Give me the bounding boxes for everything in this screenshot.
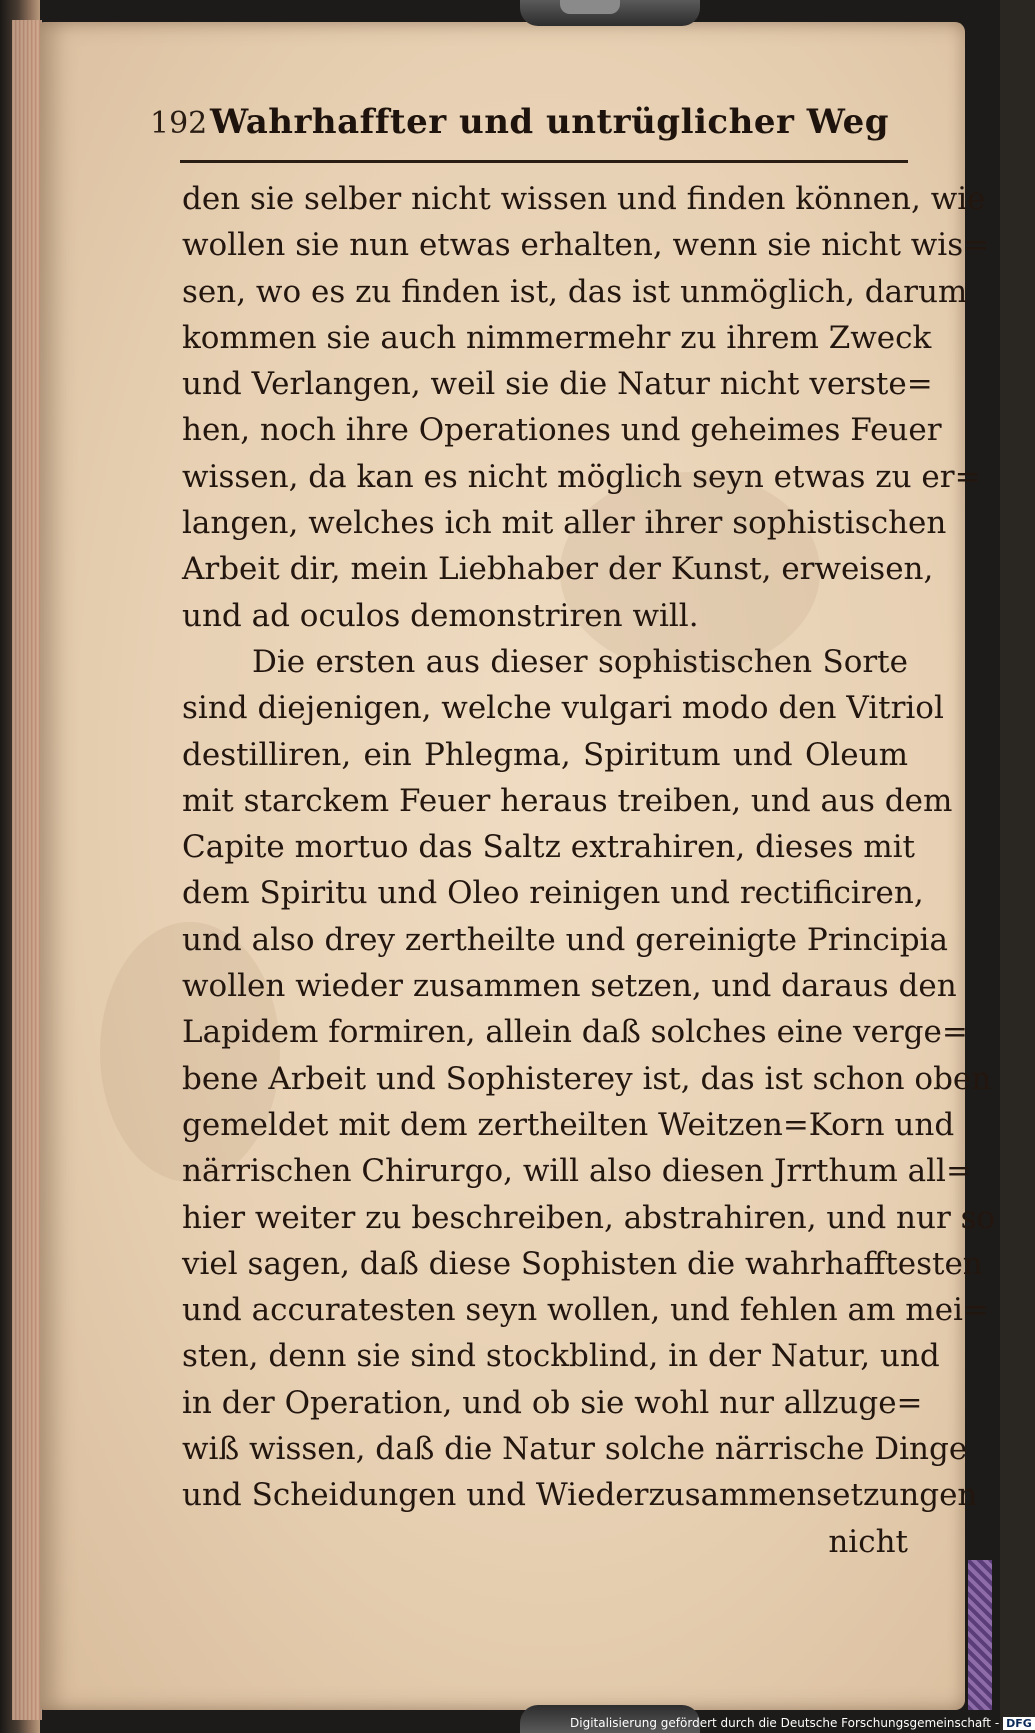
text-line: destilliren, ein Phlegma, Spiritum und Oleum [182,736,908,773]
text-line: mit starckem Feuer heraus treiben, und aus dem [182,782,953,819]
text-line: gemeldet mit dem zertheilten Weitzen=Korn und [182,1106,955,1143]
digitization-footer [570,1716,1032,1732]
page-header [150,102,910,150]
digitization-note: Digitalisierung gefördert durch die Deutsche Forschungsgemeinschaft - [570,1716,1000,1730]
text-line: und Scheidungen und Wiederzusammensetzungen [182,1477,978,1514]
text-line: wollen wieder zusammen setzen, und daraus den [182,968,957,1005]
text-line: und also drey zertheilte und gereinigte Principia [182,921,948,958]
text-line: viel sagen, daß diese Sophisten die wahrhafftesten [182,1245,983,1282]
text-line: den sie selber nicht wissen und finden können, wie [182,181,986,217]
text-line: wiß wissen, daß die Natur solche närrische Dinge [182,1431,968,1468]
page-clip-top-tab [560,0,620,14]
text-line: kommen sie auch nimmermehr zu ihrem Zweck [182,319,932,356]
text-line: Capite mortuo das Saltz extrahiren, dieses mit [182,829,915,866]
text-line: Arbeit dir, mein Liebhaber der Kunst, erweisen, [182,551,934,588]
bookmark-ribbon [968,1560,992,1710]
body-text [182,176,996,1565]
text-line: Lapidem formiren, allein daß solches eine verge= [182,1014,968,1051]
text-line: und ad oculos demonstriren will. [182,597,699,634]
text-line: wissen, da kan es nicht möglich seyn etwas zu er= [182,458,981,495]
text-line: dem Spiritu und Oleo reinigen und rectificiren, [182,875,924,912]
text-line: hen, noch ihre Operationes und geheimes Feuer [182,412,942,449]
running-head: Wahrhaffter und untrüglicher Weg [210,102,890,142]
text-line: und Verlangen, weil sie die Natur nicht verste= [182,366,933,403]
page-number: 192 [150,106,208,141]
catchword: nicht [828,1523,908,1560]
text-line: sind diejenigen, welche vulgari modo den Vitriol [182,690,944,727]
text-line: langen, welches ich mit aller ihrer sophistischen [182,505,947,542]
header-rule [180,160,908,163]
page-edges [12,20,42,1720]
text-line: wollen sie nun etwas erhalten, wenn sie nicht wis= [182,227,990,264]
text-line: hier weiter zu beschreiben, abstrahiren, und nur so [182,1199,996,1236]
text-line: sen, wo es zu finden ist, das ist unmöglich, darum [182,273,968,310]
text-line-paragraph-start: Die ersten aus dieser sophistischen Sorte [252,643,908,680]
text-line: närrischen Chirurgo, will also diesen Jrrthum all= [182,1153,972,1190]
text-line: und accuratesten seyn wollen, und fehlen am mei= [182,1292,989,1329]
text-line: sten, denn sie sind stockblind, in der Natur, und [182,1338,940,1375]
dfg-logo: DFG [1003,1717,1035,1730]
text-line: in der Operation, und ob sie wohl nur allzuge= [182,1384,923,1421]
text-line: bene Arbeit und Sophisterey ist, das ist schon oben [182,1060,992,1097]
